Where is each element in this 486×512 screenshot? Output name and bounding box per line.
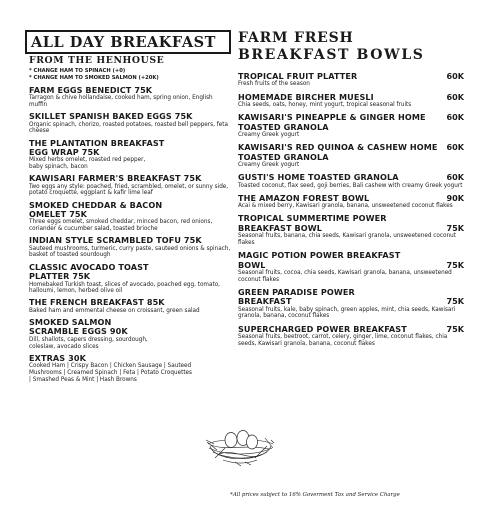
- item-name: EXTRAS 30K: [29, 352, 86, 363]
- item-name: SMOKED CHEDDAR & BACON OMELET 75K: [29, 199, 163, 220]
- tax-footnote: *All prices subject to 16% Goverment Tax and Service Charge: [230, 492, 400, 498]
- menu-item: [25, 139, 231, 171]
- menu-item: [238, 194, 464, 210]
- item-name: GREEN PARADISE POWER BREAKFAST: [238, 286, 355, 307]
- breakfast-bowls-section: [238, 30, 464, 352]
- menu-item: [238, 251, 464, 283]
- item-description: Sauteed mushrooms, turmeric, curry paste, sauteed onions & spinach, basket of toasted sourdough: [29, 245, 231, 259]
- item-name: INDIAN STYLE SCRAMBLED TOFU 75K: [29, 235, 202, 246]
- menu-item: [238, 72, 464, 88]
- item-name: HOMEMADE BIRCHER MUESLI: [238, 91, 374, 102]
- item-description: Tarragon & chive hollandaise, cooked ham, spring onion, English muffin: [29, 95, 213, 109]
- menu-item: [25, 298, 231, 314]
- item-price: 60K: [446, 71, 464, 81]
- item-price: 75K: [446, 323, 464, 334]
- notes: [25, 68, 231, 82]
- menu-item: [238, 143, 464, 169]
- item-description: Creamy Greek yogurt: [238, 162, 300, 169]
- item-price: 75K: [446, 259, 464, 270]
- menu-item: [25, 318, 231, 350]
- item-name: CLASSIC AVOCADO TOAST PLATTER 75K: [29, 261, 149, 282]
- item-description: Organic spinach, chorizo, roasted potatoes, roasted bell peppers, feta cheese: [29, 121, 228, 135]
- item-price: 60K: [446, 91, 464, 102]
- item-name: KAWISARI FARMER'S BREAKFAST 75K: [29, 173, 202, 184]
- item-name: SMOKED SALMON SCRAMBLE EGGS 90K: [29, 317, 128, 337]
- menu-item: [238, 214, 464, 246]
- menu-item: [25, 201, 231, 233]
- menu-item: [238, 93, 464, 109]
- note: * CHANGE HAM TO SMOKED SALMON (+20K): [29, 75, 159, 81]
- item-description: Two eggs any style: poached, fried, scrambled, omelet, or sunny side, potato croquette, eggplant & kafir lime leaf: [29, 183, 229, 197]
- section-title: ALL DAY BREAKFAST: [25, 30, 231, 54]
- item-name: TROPICAL FRUIT PLATTER: [238, 71, 358, 81]
- all-day-breakfast-section: [25, 30, 231, 387]
- item-description: Baked ham and emmental cheese on croissant, green salad: [29, 307, 200, 314]
- item-description: Creamy Greek yogurt: [238, 132, 300, 139]
- item-description: Mixed herbs omelet, roasted red pepper, baby spinach, bacon: [29, 157, 146, 171]
- item-description: Seasonal fruits, beetroot, carrot, celery, ginger, lime, coconut flakes, chia seeds, Kawisari granola, banana, coconut flakes: [238, 334, 448, 347]
- item-description: Cooked Ham | Crispy Bacon | Chicken Sausage | Sauteed Mushrooms | Creamed Spinach | Feta | Potato Croquettes | Smashed Peas & Mint | Hash Browns: [29, 363, 193, 383]
- item-price: 75K: [446, 222, 464, 233]
- item-description: Seasonal fruits, banana, chia seeds, Kawisari granola, unsweetened coconut flakes: [238, 233, 456, 246]
- menu-item: [25, 86, 231, 109]
- bird-nest-with-eggs-icon: [205, 418, 275, 468]
- section-title: BREAKFAST BOWLS: [238, 47, 425, 63]
- item-price: 60K: [446, 172, 464, 183]
- item-description: Chia seeds, oats, honey, mint yogurt, tropical seasonal fruits: [238, 102, 412, 109]
- item-name: KAWISARI'S RED QUINOA & CASHEW HOME TOASTED GRANOLA: [238, 142, 438, 162]
- item-name: THE FRENCH BREAKFAST 85K: [29, 297, 165, 308]
- note: * CHANGE HAM TO SPINACH (+0): [29, 68, 126, 74]
- item-name: MAGIC POTION POWER BREAKFAST BOWL: [238, 250, 401, 270]
- section-subtitle: FROM THE HENHOUSE: [29, 55, 165, 66]
- menu-item: [25, 236, 231, 259]
- item-description: Fresh fruits of the season: [238, 81, 310, 88]
- item-name: THE AMAZON FOREST BOWL: [238, 192, 370, 203]
- item-description: Toasted coconut, flax seed, goji berries, Bali cashew with creamy Greek yogurt: [238, 182, 463, 189]
- item-name: FARM EGGS BENEDICT 75K: [29, 85, 153, 95]
- item-price: 90K: [446, 192, 464, 203]
- menu-item: [25, 112, 231, 135]
- item-name: KAWISARI'S PINEAPPLE & GINGER HOME TOASTED GRANOLA: [238, 112, 426, 132]
- item-description: Homebaked Turkish toast, slices of avocado, poached egg, tomato, halloumi, lemon, herbed olive oil: [29, 281, 220, 295]
- section-title: FARM FRESH: [238, 30, 354, 46]
- menu-item: [25, 354, 231, 384]
- menu-item: [238, 288, 464, 320]
- menu-item: [25, 263, 231, 295]
- menu-item: [238, 173, 464, 189]
- item-name: SKILLET SPANISH BAKED EGGS 75K: [29, 111, 193, 122]
- item-description: Dill, shallots, capers dressing, sourdough, coleslaw, avocado slices: [29, 336, 148, 350]
- item-price: 60K: [446, 112, 464, 123]
- item-name: SUPERCHARGED POWER BREAKFAST: [238, 323, 407, 334]
- item-name: TROPICAL SUMMERTIME POWER BREAKFAST BOWL: [238, 213, 387, 233]
- item-name: GUSTI'S HOME TOASTED GRANOLA: [238, 172, 399, 183]
- item-description: Acai & mixed berry, Kawisari granola, banana, unsweetened coconut flakes: [238, 203, 453, 210]
- menu-item: [25, 174, 231, 197]
- item-price: 75K: [446, 296, 464, 307]
- menu-item: [238, 325, 464, 348]
- item-description: Seasonal fruits, kale, baby spinach, green apples, mint, chia seeds, Kawisari granola, banana, coconut flakes: [238, 306, 456, 320]
- item-description: Seasonal fruits, cocoa, chia seeds, Kawisari granola, banana, unsweetened coconut flakes: [238, 270, 452, 283]
- item-description: Three eggs omelet, smoked cheddar, minced bacon, red onions, coriander & cucumber salad, toasted brioche: [29, 219, 213, 233]
- item-name: THE PLANTATION BREAKFAST EGG WRAP 75K: [29, 137, 165, 158]
- item-price: 60K: [446, 142, 464, 153]
- menu-item: [238, 113, 464, 139]
